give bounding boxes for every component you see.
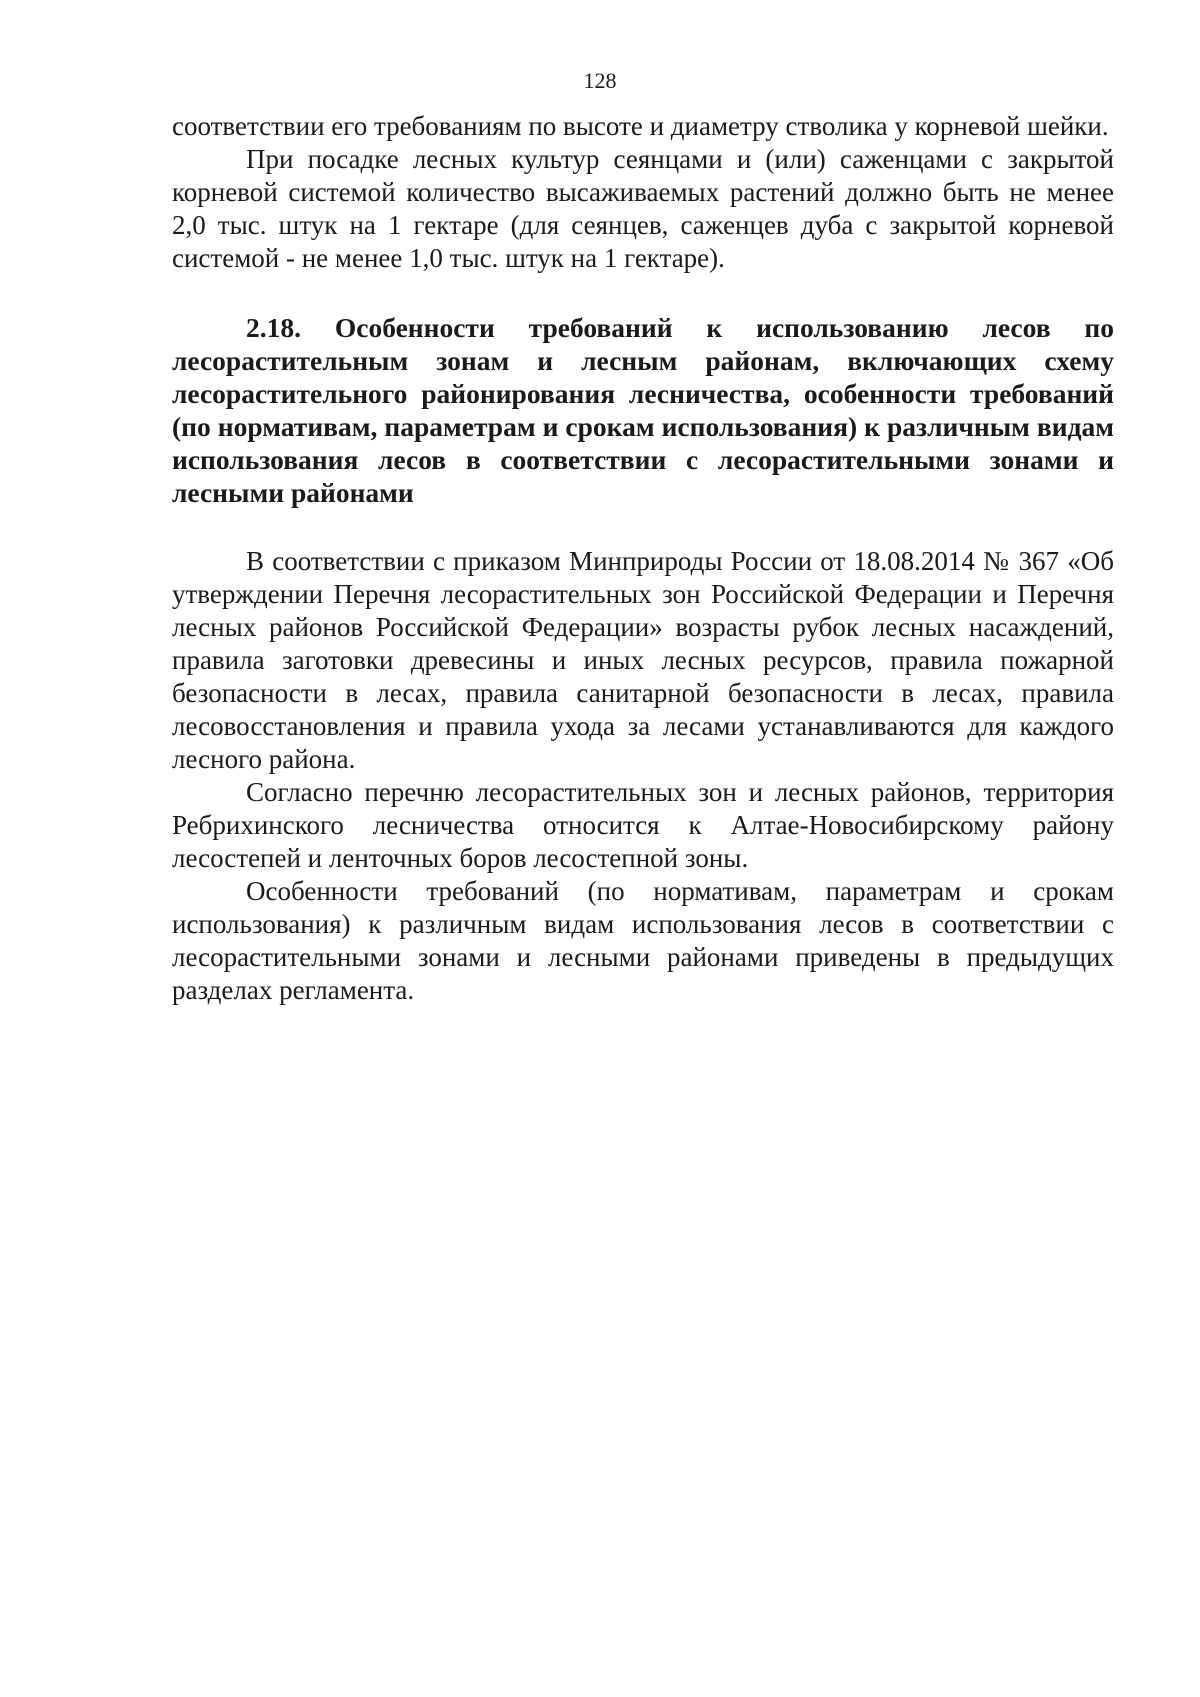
page-number: 128 bbox=[583, 68, 617, 93]
paragraph-requirements-reference: Особенности требований (по нормативам, параметрам и срокам использования) к различным видам использования лесов в соответствии с лесорастительными зонами и лесными районами приведены в предыдущих разделах регламента. bbox=[172, 876, 1114, 1005]
paragraph-ministry-order: В соответствии с приказом Минприроды России от 18.08.2014 № 367 «Об утверждении Перечня лесорастительных зон Российской Федерации и Перечня лесных районов Российской Федерации» возрасты рубок лесных насаждений, правила заготовки древесины и иных лесных ресурсов, правила пожарной безопасности в лесах, правила санитарной безопасности в лесах, правила лесовосстановления и правила ухода за лесами устанавливаются для каждого лесного района. bbox=[172, 546, 1114, 774]
paragraph-planting-density: При посадке лесных культур сеянцами и (или) саженцами с закрытой корневой системой количество высаживаемых растений должно быть не менее 2,0 тыс. штук на 1 гектаре (для сеянцев, саженцев дуба с закрытой корневой системой - не менее 1,0 тыс. штук на 1 гектаре). bbox=[172, 144, 1114, 273]
paragraph-forest-district: Согласно перечню лесорастительных зон и лесных районов, территория Ребрихинского лесничества относится к Алтае-Новосибирскому району лесостепей и ленточных боров лесостепной зоны. bbox=[172, 777, 1114, 873]
document-body bbox=[172, 110, 1114, 1007]
section-heading-2-18: 2.18. Особенности требований к использованию лесов по лесорастительным зонам и лесным районам, включающих схему лесорастительного районирования лесничества, особенности требований (по нормативам, параметрам и срокам использования) к различным видам использования лесов в соответствии с лесорастительными зонами и лесными районами bbox=[172, 312, 1114, 508]
paragraph-continuation: соответствии его требованиям по высоте и диаметру стволика у корневой шейки. bbox=[172, 111, 1109, 141]
